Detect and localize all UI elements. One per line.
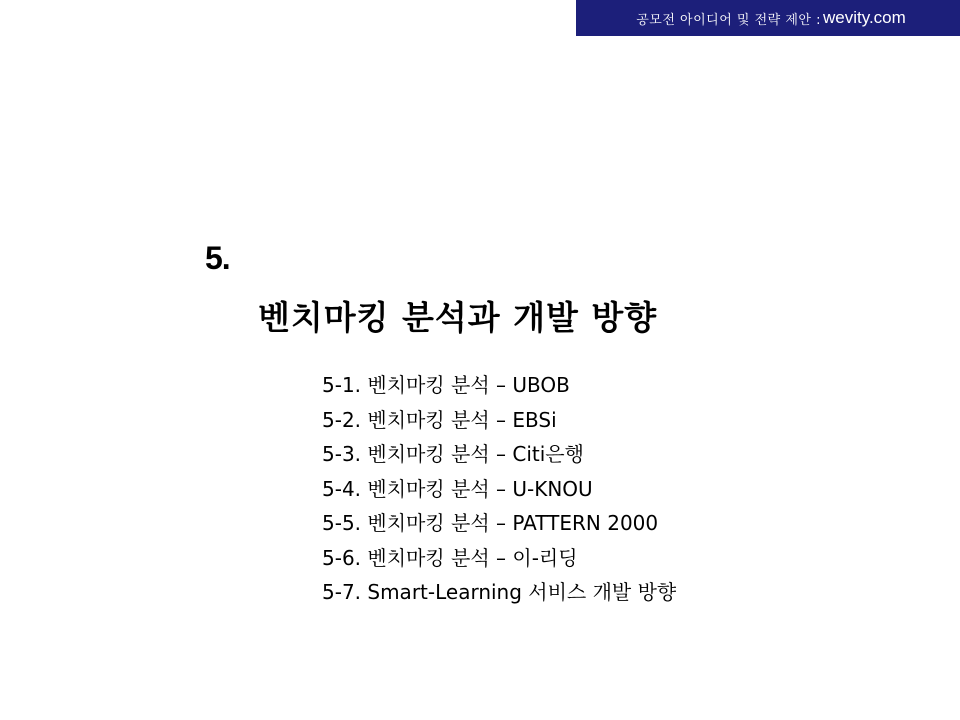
toc-item-5-5: 5-5. 벤치마킹 분석 – PATTERN 2000 — [322, 511, 659, 535]
table-of-contents — [322, 368, 676, 610]
banner-label: 공모전 아이디어 및 전략 제안 : — [636, 12, 821, 28]
section-title: 벤치마킹 분석과 개발 방향 — [258, 298, 658, 337]
banner-site-link[interactable]: wevity.com — [822, 8, 906, 27]
toc-item-5-3: 5-3. 벤치마킹 분석 – Citi은행 — [322, 442, 584, 466]
toc-item-5-6: 5-6. 벤치마킹 분석 – 이-리딩 — [322, 545, 578, 570]
section-number: 5. — [205, 240, 230, 276]
toc-item-5-7: 5-7. Smart-Learning 서비스 개발 방향 — [322, 580, 677, 604]
header-banner — [576, 0, 960, 36]
toc-item-5-4: 5-4. 벤치마킹 분석 – U-KNOU — [322, 476, 593, 501]
toc-item-5-1: 5-1. 벤치마킹 분석 – UBOB — [322, 373, 570, 397]
toc-item-5-2: 5-2. 벤치마킹 분석 – EBSi — [322, 407, 557, 432]
